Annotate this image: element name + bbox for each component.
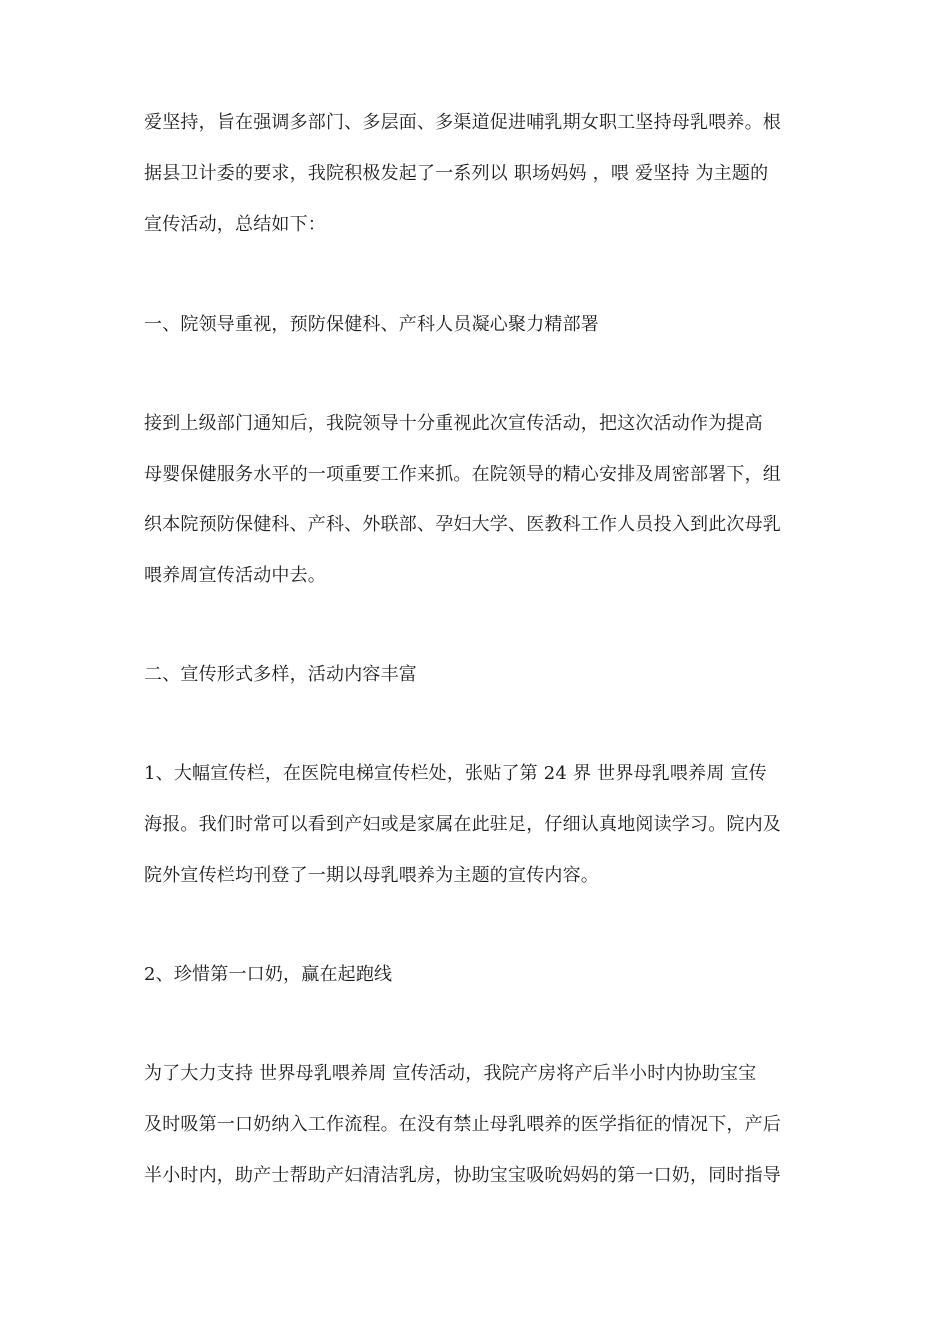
text-line: 爱坚持，旨在强调多部门、多层面、多渠道促进哺乳期女职工坚持母乳喂养。根: [144, 112, 781, 133]
text-line: 为了大力支持 世界母乳喂养周 宣传活动，我院产房将产后半小时内协助宝宝: [144, 1063, 757, 1084]
text-line: 宣传活动，总结如下：: [144, 214, 326, 235]
text-line: 织本院预防保健科、产科、外联部、孕妇大学、医教科工作人员投入到此次母乳: [144, 514, 781, 535]
text-line: 母婴保健服务水平的一项重要工作来抓。在院领导的精心安排及周密部署下，组: [144, 464, 781, 485]
section-heading: 一、院领导重视，预防保健科、产科人员凝心聚力精部署: [144, 314, 599, 335]
text-line: 及时吸第一口奶纳入工作流程。在没有禁止母乳喂养的医学指征的情况下，产后: [144, 1114, 781, 1135]
text-line: 喂养周宣传活动中去。: [144, 565, 326, 586]
section-heading: 二、宣传形式多样，活动内容丰富: [144, 664, 417, 685]
text-line: 1、大幅宣传栏，在医院电梯宣传栏处，张贴了第 24 界 世界母乳喂养周 宣传: [144, 763, 767, 784]
text-line: 据县卫计委的要求，我院积极发起了一系列以 职场妈妈 ，喂 爱坚持 为主题的: [144, 163, 769, 184]
subsection-heading: 2、珍惜第一口奶，赢在起跑线: [144, 964, 393, 985]
text-line: 接到上级部门通知后，我院领导十分重视此次宣传活动，把这次活动作为提高: [144, 413, 763, 434]
text-line: 海报。我们时常可以看到产妇或是家属在此驻足，仔细认真地阅读学习。院内及: [144, 814, 781, 835]
text-line: 半小时内，助产士帮助产妇清洁乳房，协助宝宝吸吮妈妈的第一口奶，同时指导: [144, 1165, 781, 1186]
text-line: 院外宣传栏均刊登了一期以母乳喂养为主题的宣传内容。: [144, 865, 599, 886]
